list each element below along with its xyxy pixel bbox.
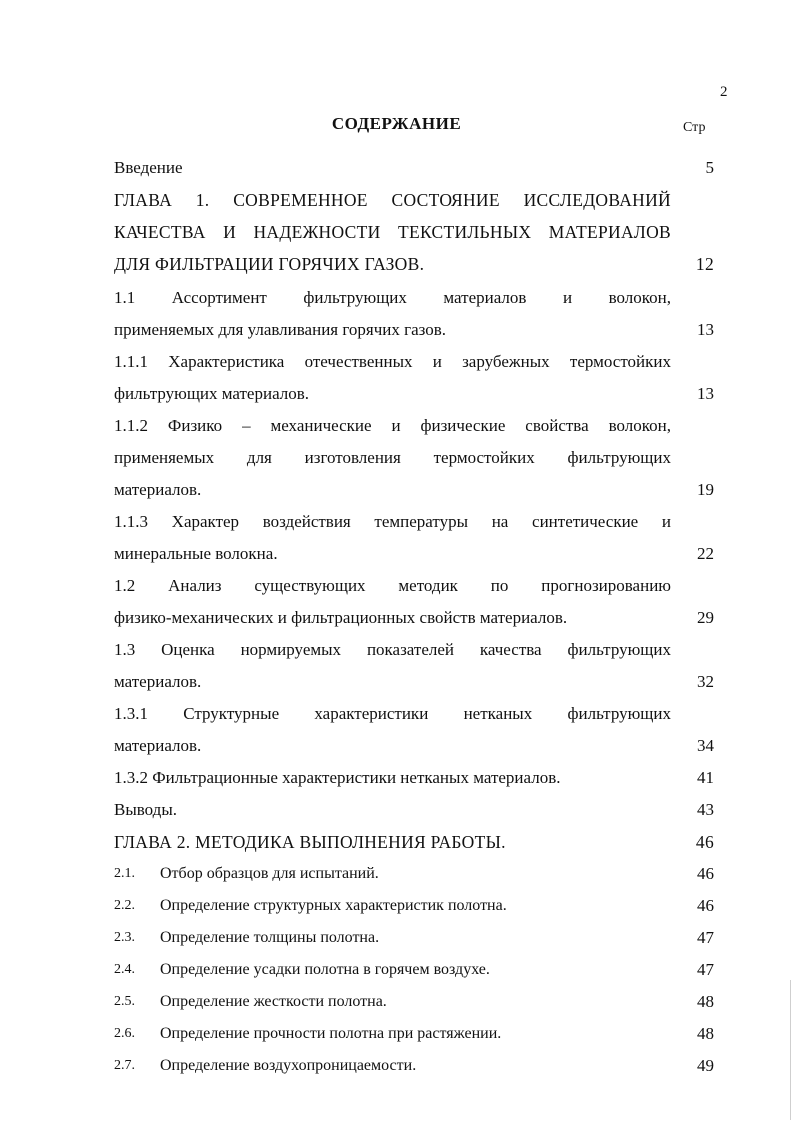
toc-entry-number: 2.5. xyxy=(114,994,135,1009)
toc-entry-text: Определение воздухопроницаемости. xyxy=(160,1057,417,1074)
scan-edge-line xyxy=(790,980,791,1120)
toc-row-1-1-2-line2[interactable] xyxy=(114,442,714,474)
toc-row-chapter2[interactable] xyxy=(114,826,714,858)
toc-row-1-2-line1[interactable] xyxy=(114,570,714,602)
toc-entry-text: материалов. xyxy=(114,480,202,499)
toc-entry-text: Определение толщины полотна. xyxy=(160,929,380,946)
toc-row-1-3-2[interactable] xyxy=(114,762,714,794)
toc-entry-number: 2.7. xyxy=(114,1058,135,1073)
toc-entry-page: 47 xyxy=(697,928,714,947)
toc-entry-page: 34 xyxy=(697,736,714,755)
toc-row-1-1-3-line1[interactable] xyxy=(114,506,714,538)
toc-row-1-2-line2[interactable] xyxy=(114,602,714,634)
toc-entry-page: 47 xyxy=(697,960,714,979)
toc-entry-number: 2.6. xyxy=(114,1026,135,1041)
toc-entry-text: 1.3.1 Структурные характеристики нетканых фильтрующих xyxy=(114,704,671,723)
toc-row-1-1-line2[interactable] xyxy=(114,314,714,346)
toc-row-1-3-line2[interactable] xyxy=(114,666,714,698)
toc-entry-page: 13 xyxy=(697,320,714,339)
toc-entry-page: 12 xyxy=(695,254,714,274)
page-number: 2 xyxy=(720,84,728,100)
toc-row-1-1-1-line1[interactable] xyxy=(114,346,714,378)
toc-entry-text: ДЛЯ ФИЛЬТРАЦИИ ГОРЯЧИХ ГАЗОВ. xyxy=(114,254,425,274)
toc-entry-page: 46 xyxy=(695,832,714,852)
toc-entry-text: 1.1.2 Физико – механические и физические свойства волокон, xyxy=(114,416,671,435)
toc-row-2-2[interactable] xyxy=(114,890,714,922)
toc-entry-text: 1.3 Оценка нормируемых показателей качества фильтрующих xyxy=(114,640,671,659)
toc-entry-page: 48 xyxy=(697,992,714,1011)
toc-row-chapter1-line3[interactable] xyxy=(114,248,714,280)
toc-entry-text: ГЛАВА 2. МЕТОДИКА ВЫПОЛНЕНИЯ РАБОТЫ. xyxy=(114,832,506,852)
toc-row-1-3-line1[interactable] xyxy=(114,634,714,666)
toc-entry-page: 32 xyxy=(697,672,714,691)
toc-entry-text: 1.1.1 Характеристика отечественных и зарубежных термостойких xyxy=(114,352,671,371)
toc-row-1-1-3-line2[interactable] xyxy=(114,538,714,570)
toc-entry-text: фильтрующих материалов. xyxy=(114,384,310,403)
toc-entry-page: 19 xyxy=(697,480,714,499)
toc-row-conclusions[interactable] xyxy=(114,794,714,826)
toc-entry-number: 2.4. xyxy=(114,962,135,977)
toc-entry-text: Определение структурных характеристик полотна. xyxy=(160,897,507,914)
toc-entry-text: применяемых для изготовления термостойких фильтрующих xyxy=(114,448,671,467)
toc-row-1-3-1-line2[interactable] xyxy=(114,730,714,762)
toc-entry-text: Введение xyxy=(114,158,183,177)
toc-entry-page: 41 xyxy=(697,768,714,787)
toc-entry-page: 29 xyxy=(697,608,714,627)
toc-entry-text: применяемых для улавливания горячих газов. xyxy=(114,320,447,339)
toc-entry-text: КАЧЕСТВА И НАДЕЖНОСТИ ТЕКСТИЛЬНЫХ МАТЕРИАЛОВ xyxy=(114,222,671,242)
toc-row-2-4[interactable] xyxy=(114,954,714,986)
toc-entry-text: минеральные волокна. xyxy=(114,544,278,563)
toc-entry-text: Отбор образцов для испытаний. xyxy=(160,865,379,882)
toc-row-1-1-2-line3[interactable] xyxy=(114,474,714,506)
toc-entry-text: 1.1 Ассортимент фильтрующих материалов и волокон, xyxy=(114,288,671,307)
toc-entry-page: 49 xyxy=(697,1056,714,1075)
toc-entry-text: Определение усадки полотна в горячем воздухе. xyxy=(160,961,490,978)
toc-entry-text: 1.3.2 Фильтрационные характеристики нетканых материалов. xyxy=(114,768,561,787)
toc-entry-page: 46 xyxy=(697,896,714,915)
toc-entry-page: 46 xyxy=(697,864,714,883)
page-column-header: Стр xyxy=(683,120,706,135)
toc-entry-text: материалов. xyxy=(114,672,202,691)
toc-row-1-1-line1[interactable] xyxy=(114,282,714,314)
toc-row-2-3[interactable] xyxy=(114,922,714,954)
toc-row-chapter1-line2[interactable] xyxy=(114,216,714,248)
toc-row-chapter1-line1[interactable] xyxy=(114,184,714,216)
toc-entry-text: 1.2 Анализ существующих методик по прогнозированию xyxy=(114,576,671,595)
toc-row-1-1-2-line1[interactable] xyxy=(114,410,714,442)
toc-entry-page: 13 xyxy=(697,384,714,403)
toc-entry-number: 2.1. xyxy=(114,866,135,881)
toc-entry-page: 22 xyxy=(697,544,714,563)
toc-row-1-3-1-line1[interactable] xyxy=(114,698,714,730)
toc-entry-number: 2.3. xyxy=(114,930,135,945)
toc-entry-text: Определение прочности полотна при растяжении. xyxy=(160,1025,502,1042)
toc-entry-page: 48 xyxy=(697,1024,714,1043)
toc-entry-text: Определение жесткости полотна. xyxy=(160,993,387,1010)
toc-entry-number: 2.2. xyxy=(114,898,135,913)
toc-entry-page: 5 xyxy=(705,158,714,177)
toc-entry-page: 43 xyxy=(697,800,714,819)
toc-row-2-6[interactable] xyxy=(114,1018,714,1050)
toc-entry-text: Выводы. xyxy=(114,800,178,819)
toc-row-2-1[interactable] xyxy=(114,858,714,890)
toc-row-2-5[interactable] xyxy=(114,986,714,1018)
toc-entry-text: материалов. xyxy=(114,736,202,755)
toc-entry-text: ГЛАВА 1. СОВРЕМЕННОЕ СОСТОЯНИЕ ИССЛЕДОВАНИЙ xyxy=(114,190,671,210)
toc-row-2-7[interactable] xyxy=(114,1050,714,1082)
toc-entry-text: 1.1.3 Характер воздействия температуры на синтетические и xyxy=(114,512,671,531)
page-title: СОДЕРЖАНИЕ xyxy=(331,114,462,133)
toc-row-introduction[interactable] xyxy=(114,152,714,184)
toc-row-1-1-1-line2[interactable] xyxy=(114,378,714,410)
toc-entry-text: физико-механических и фильтрационных свойств материалов. xyxy=(114,608,568,627)
